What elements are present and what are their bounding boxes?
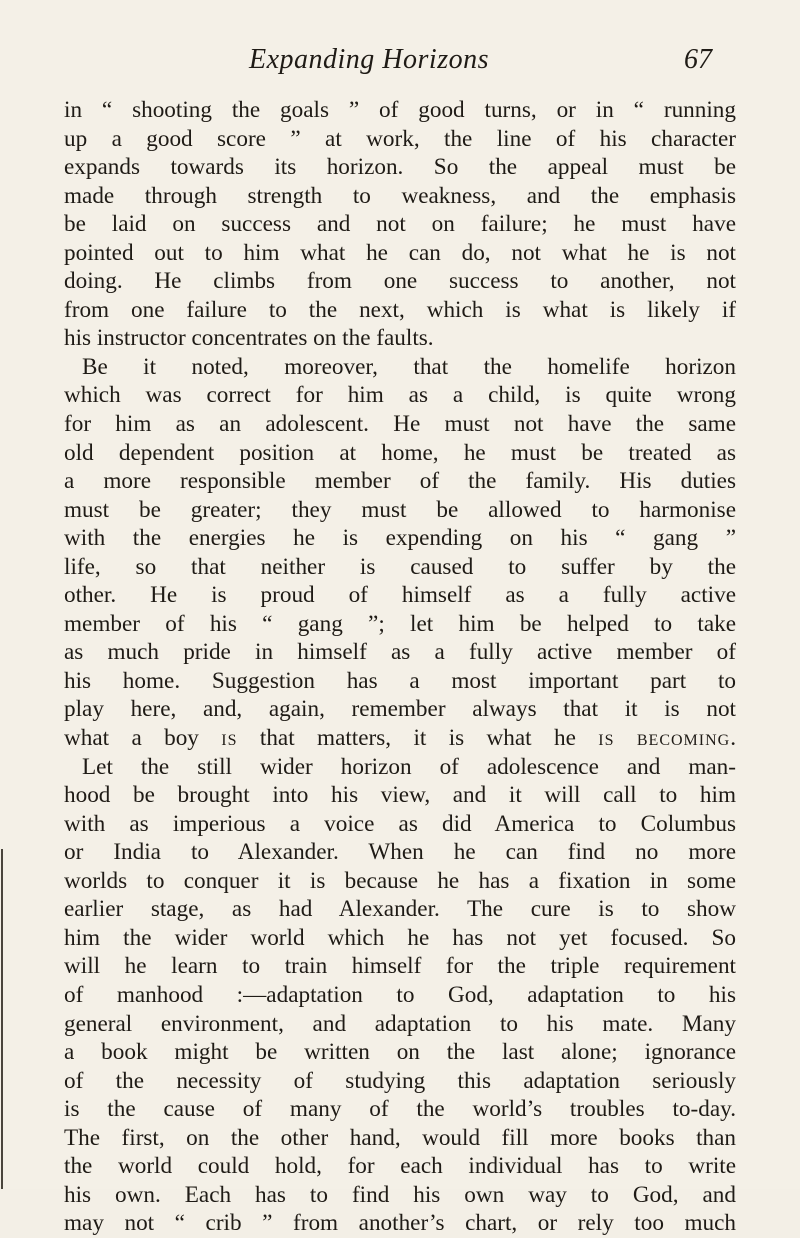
running-header — [62, 44, 712, 84]
text-line: his own. Each has to find his own way to God, and — [64, 1181, 736, 1208]
text-line: the world could hold, for each individual has to write — [64, 1153, 736, 1180]
text-line: play here, and, again, remember always that it is not — [64, 696, 736, 723]
text-line: with as imperious a voice as did America to Columbus — [64, 810, 736, 837]
text-line: pointed out to him what he can do, not what he is not — [64, 239, 736, 266]
text-line: for him as an adolescent. He must not have the same — [64, 411, 736, 438]
text-line: The first, on the other hand, would fill more books than — [64, 1124, 736, 1151]
text-line: old dependent position at home, he must be treated as — [64, 439, 736, 466]
text-line: from one failure to the next, which is what is likely if — [64, 296, 736, 323]
text-fragment: what a boy — [64, 725, 222, 752]
text-line: other. He is proud of himself as a fully active — [64, 582, 736, 609]
text-line: which was correct for him as a child, is quite wrong — [64, 382, 736, 409]
text-line: made through strength to weakness, and the emphasis — [64, 182, 736, 209]
text-line: of the necessity of studying this adaptation seriously — [64, 1067, 736, 1094]
text-line: up a good score ” at work, the line of his character — [64, 125, 736, 152]
running-title: Expanding Horizons — [249, 44, 489, 75]
text-line: or India to Alexander. When he can find no more — [64, 839, 736, 866]
text-line: earlier stage, as had Alexander. The cure is to show — [64, 896, 736, 923]
text-line: will he learn to train himself for the triple requirement — [64, 953, 736, 980]
text-line: a book might be written on the last alone; ignorance — [64, 1039, 736, 1066]
text-line: him the wider world which he has not yet focused. So — [64, 924, 736, 951]
text-line: general environment, and adaptation to his mate. Many — [64, 1010, 736, 1037]
text-line: is the cause of many of the world’s troubles to-day. — [64, 1096, 736, 1123]
text-line: expands towards its horizon. So the appeal must be — [64, 154, 736, 181]
text-line: as much pride in himself as a fully active member of — [64, 639, 736, 666]
text-fragment: that matters, it is what he — [237, 725, 599, 752]
text-line: worlds to conquer it is because he has a fixation in some — [64, 867, 736, 894]
paragraph-end-line: his instructor concentrates on the faults. — [64, 325, 434, 352]
text-line: a more responsible member of the family. His duties — [64, 468, 736, 495]
text-line: may not “ crib ” from another’s chart, or rely too much — [64, 1210, 736, 1237]
text-fragment: . — [730, 725, 737, 752]
text-line: his home. Suggestion has a most important part to — [64, 667, 736, 694]
text-line: hood be brought into his view, and it will call to him — [64, 782, 736, 809]
small-caps-is: is — [598, 725, 615, 752]
text-line: doing. He climbs from one success to another, not — [64, 268, 736, 295]
emphasis-line — [64, 724, 736, 753]
text-line: of manhood :—adaptation to God, adaptation to his — [64, 981, 736, 1008]
text-line: must be greater; they must be allowed to harmonise — [64, 496, 736, 523]
text-line: with the energies he is expending on his “ gang ” — [64, 525, 736, 552]
text-line: in “ shooting the goals ” of good turns, or in “ running — [64, 97, 736, 123]
text-line: be laid on success and not on failure; he must have — [64, 211, 736, 238]
page-number: 67 — [684, 44, 712, 75]
paragraph-start-line: Let the still wider horizon of adolescence and man- — [82, 753, 736, 780]
small-caps-is: is — [221, 725, 238, 752]
small-caps-becoming: becoming — [636, 725, 731, 752]
text-line: life, so that neither is caused to suffer by the — [64, 553, 736, 580]
binding-edge-mark — [1, 849, 3, 1189]
paragraph-start-line: Be it noted, moreover, that the homelife horizon — [82, 353, 736, 380]
text-line: member of his “ gang ”; let him be helped to take — [64, 610, 736, 637]
body-text — [64, 96, 736, 1238]
text-fragment — [615, 725, 637, 751]
